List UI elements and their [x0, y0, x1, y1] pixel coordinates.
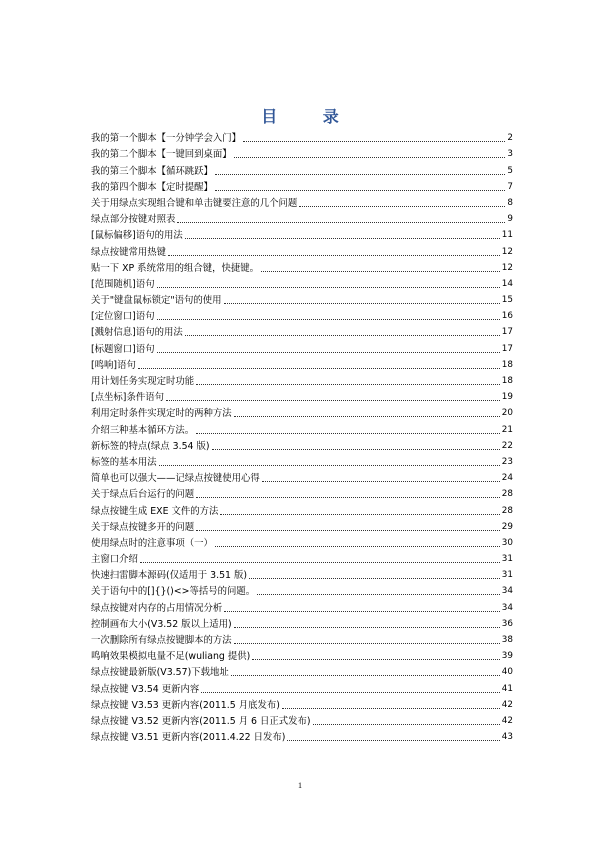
toc-entry[interactable]	[91, 436, 513, 452]
toc-entry[interactable]	[91, 144, 513, 160]
toc-entry-label[interactable]: 我的第三个脚本【循环跳跃】	[91, 165, 213, 177]
dot-leader	[196, 530, 500, 531]
toc-entry[interactable]	[91, 678, 513, 694]
dot-leader	[224, 611, 500, 612]
toc-entry[interactable]	[91, 403, 513, 419]
toc-entry-page[interactable]: 11	[501, 230, 513, 241]
toc-entry[interactable]	[91, 662, 513, 678]
toc-entry-page[interactable]: 3	[507, 149, 513, 160]
toc-entry-label[interactable]: 介绍三种基本循环方法。	[91, 424, 195, 436]
toc-entry[interactable]	[91, 597, 513, 613]
dot-leader	[215, 174, 506, 175]
toc-entry-label[interactable]: 鸣响效果模拟电量不足(wuliang 提供)	[91, 651, 251, 663]
toc-entry-page[interactable]: 19	[501, 392, 513, 403]
toc-entry-label[interactable]: 绿点按键 V3.51 更新内容(2011.4.22 日发布)	[91, 732, 286, 744]
page-number: 1	[298, 781, 302, 790]
toc-entry-label[interactable]: 关于用绿点实现组合键和单击键要注意的几个问题	[91, 197, 298, 209]
toc-entry-page[interactable]: 41	[501, 683, 513, 694]
toc-entry-label[interactable]: 绿点按键对内存的占用情况分析	[91, 602, 223, 614]
toc-entry-page[interactable]: 5	[507, 165, 513, 176]
dot-leader	[177, 222, 505, 223]
dot-leader	[157, 287, 500, 288]
dot-leader	[261, 271, 500, 272]
toc-title: 目 录	[261, 107, 359, 126]
toc-entry[interactable]	[91, 160, 513, 176]
dot-leader	[299, 206, 505, 207]
toc-entry[interactable]	[91, 565, 513, 581]
toc-entry[interactable]	[91, 209, 513, 225]
toc-entry-label[interactable]: 关于"键盘鼠标锁定"语句的使用	[91, 295, 222, 307]
dot-leader	[138, 368, 500, 369]
toc-entry[interactable]	[91, 452, 513, 468]
dot-leader	[212, 449, 500, 450]
toc-entry-label[interactable]: 绿点按键 V3.53 更新内容(2011.5 月底发布)	[91, 699, 280, 711]
toc-entry-page[interactable]: 9	[507, 214, 513, 225]
toc-entry-page[interactable]: 31	[501, 554, 513, 565]
toc-entry-page[interactable]: 28	[501, 505, 513, 516]
dot-leader	[157, 352, 500, 353]
dot-leader	[249, 578, 500, 579]
dot-leader	[159, 465, 500, 466]
dot-leader	[231, 675, 500, 676]
toc-entry[interactable]	[91, 355, 513, 371]
dot-leader	[201, 692, 500, 693]
toc-entry-page[interactable]: 7	[507, 181, 513, 192]
toc-entry-label[interactable]: 绿点按键常用热键	[91, 246, 167, 258]
toc-entry[interactable]	[91, 517, 513, 533]
toc-entry-page[interactable]: 18	[501, 359, 513, 370]
toc-entry-label[interactable]: [点坐标]条件语句	[91, 392, 164, 404]
toc-entry-page[interactable]: 12	[501, 262, 513, 273]
toc-entry[interactable]	[91, 581, 513, 597]
dot-leader	[257, 594, 500, 595]
toc-entry-label[interactable]: 我的第一个脚本【一分钟学会入门】	[91, 133, 242, 145]
toc-entry-label[interactable]: 我的第四个脚本【定时提醒】	[91, 181, 213, 193]
dot-leader	[234, 157, 506, 158]
toc-entry-page[interactable]: 36	[501, 618, 513, 629]
dot-leader	[252, 659, 500, 660]
dot-leader	[215, 190, 506, 191]
dot-leader	[215, 546, 500, 547]
toc-entry-page[interactable]: 28	[501, 489, 513, 500]
dot-leader	[185, 335, 500, 336]
toc-entry[interactable]	[91, 695, 513, 711]
toc-entry-label[interactable]: 快速扫雷脚本源码(仅适用于 3.51 版)	[91, 570, 248, 582]
toc-entry-page[interactable]: 17	[501, 327, 513, 338]
toc-entry[interactable]	[91, 177, 513, 193]
toc-entry-label[interactable]: 关于绿点后台运行的问题	[91, 489, 195, 501]
toc-entry-page[interactable]: 21	[501, 424, 513, 435]
toc-entry[interactable]	[91, 128, 513, 144]
toc-entry-label[interactable]: 关于绿点按键多开的问题	[91, 521, 195, 533]
dot-leader	[140, 562, 500, 563]
toc-entry-label[interactable]: 一次删除所有绿点按键脚本的方法	[91, 635, 232, 646]
toc-entry-label[interactable]: [鼠标偏移]语句的用法	[91, 230, 183, 242]
toc-entry[interactable]	[91, 225, 513, 241]
toc-entry-label[interactable]: 用计划任务实现定时功能	[91, 376, 195, 387]
toc-entry-label[interactable]: 主窗口介绍	[91, 554, 138, 566]
toc-entry-page[interactable]: 42	[501, 699, 513, 710]
toc-entry-page[interactable]: 34	[501, 602, 513, 613]
dot-leader	[287, 740, 499, 741]
toc-entry-label[interactable]: 标签的基本用法	[91, 456, 157, 468]
toc-entry[interactable]	[91, 322, 513, 338]
toc-entry[interactable]	[91, 419, 513, 435]
dot-leader	[168, 255, 500, 256]
dot-leader	[196, 433, 500, 434]
toc-entry-page[interactable]: 40	[501, 667, 513, 678]
toc-entry-label[interactable]: 使用绿点时的注意事项（一）	[91, 537, 213, 549]
toc-entry-page[interactable]: 42	[501, 715, 513, 726]
dot-leader	[234, 627, 500, 628]
toc-entry-label[interactable]: 绿点按键生成 EXE 文件的方法	[91, 505, 219, 517]
dot-leader	[234, 416, 500, 417]
dot-leader	[282, 708, 500, 709]
toc-entry[interactable]	[91, 371, 513, 387]
toc-entry-label[interactable]: 简单也可以强大——记绿点按键使用心得	[91, 473, 260, 485]
toc-entry-label[interactable]: 关于语句中的[]{}()<>等括号的问题。	[91, 586, 256, 598]
toc-entry-label[interactable]: 绿点部分按键对照表	[91, 214, 176, 226]
toc-entry[interactable]	[91, 630, 513, 646]
toc-entry-page[interactable]: 24	[501, 473, 513, 484]
toc-entry[interactable]	[91, 727, 513, 743]
toc-entry-page[interactable]: 17	[501, 343, 513, 354]
toc-entry-label[interactable]: 新标签的特点(绿点 3.54 版)	[91, 440, 210, 452]
toc-entry-label[interactable]: 绿点按键最新版(V3.57)下载地址	[91, 667, 229, 679]
toc-entry[interactable]	[91, 290, 513, 306]
toc-entry-page[interactable]: 20	[501, 408, 513, 419]
toc-entry-page[interactable]: 8	[507, 197, 513, 208]
toc-entry-page[interactable]: 12	[501, 246, 513, 257]
toc-entry-label[interactable]: 绿点按键 V3.54 更新内容	[91, 683, 200, 695]
toc-entry[interactable]	[91, 549, 513, 565]
toc-entry-label[interactable]: [标题窗口]语句	[91, 343, 155, 355]
toc-entry[interactable]	[91, 306, 513, 322]
toc-entry-page[interactable]: 15	[501, 295, 513, 306]
table-of-contents	[91, 128, 513, 743]
toc-entry-page[interactable]: 30	[501, 537, 513, 548]
toc-entry[interactable]	[91, 533, 513, 549]
toc-entry[interactable]	[91, 614, 513, 630]
toc-entry-page[interactable]: 34	[501, 586, 513, 597]
toc-entry[interactable]	[91, 241, 513, 257]
toc-entry[interactable]	[91, 274, 513, 290]
toc-entry[interactable]	[91, 338, 513, 354]
toc-entry-page[interactable]: 23	[501, 456, 513, 467]
toc-entry[interactable]	[91, 468, 513, 484]
toc-entry-label[interactable]: 绿点按键 V3.52 更新内容(2011.5 月 6 日正式发布)	[91, 715, 311, 727]
toc-entry[interactable]	[91, 387, 513, 403]
toc-entry[interactable]	[91, 484, 513, 500]
toc-entry-page[interactable]: 43	[501, 732, 513, 743]
toc-entry-label[interactable]: [范围随机]语句	[91, 278, 155, 290]
dot-leader	[185, 238, 500, 239]
toc-entry-label[interactable]: 控制画布大小(V3.52 版以上适用)	[91, 618, 232, 630]
toc-entry-label[interactable]: [定位窗口]语句	[91, 311, 155, 323]
dot-leader	[262, 481, 500, 482]
dot-leader	[313, 724, 500, 725]
toc-entry-page[interactable]: 18	[501, 376, 513, 386]
toc-entry-page[interactable]: 31	[501, 570, 513, 581]
toc-entry-label[interactable]: [鸣响]语句	[91, 359, 136, 371]
dot-leader	[220, 514, 499, 515]
dot-leader	[157, 319, 500, 320]
dot-leader	[196, 384, 500, 385]
toc-entry-page[interactable]: 29	[501, 521, 513, 532]
toc-entry-label[interactable]: 利用定时条件实现定时的两种方法	[91, 408, 232, 420]
toc-entry-page[interactable]: 14	[501, 278, 513, 289]
toc-entry-page[interactable]: 2	[507, 133, 513, 144]
dot-leader	[243, 141, 505, 142]
toc-entry-page[interactable]: 16	[501, 311, 513, 322]
toc-entry-page[interactable]: 39	[501, 651, 513, 662]
dot-leader	[166, 400, 500, 401]
dot-leader	[224, 303, 500, 304]
dot-leader	[234, 643, 500, 644]
toc-entry-label[interactable]: 贴一下 XP 系统常用的组合键，快捷键。	[91, 262, 260, 274]
toc-entry[interactable]	[91, 500, 513, 516]
toc-entry[interactable]	[91, 646, 513, 662]
toc-entry[interactable]	[91, 193, 513, 209]
toc-entry-page[interactable]: 22	[501, 440, 513, 451]
toc-entry-label[interactable]: 我的第二个脚本【一键回到桌面】	[91, 149, 232, 161]
toc-entry-label[interactable]: [溅射信息]语句的用法	[91, 327, 183, 339]
toc-entry[interactable]	[91, 258, 513, 274]
toc-entry[interactable]	[91, 711, 513, 727]
dot-leader	[196, 497, 500, 498]
toc-entry-page[interactable]: 38	[501, 635, 513, 645]
